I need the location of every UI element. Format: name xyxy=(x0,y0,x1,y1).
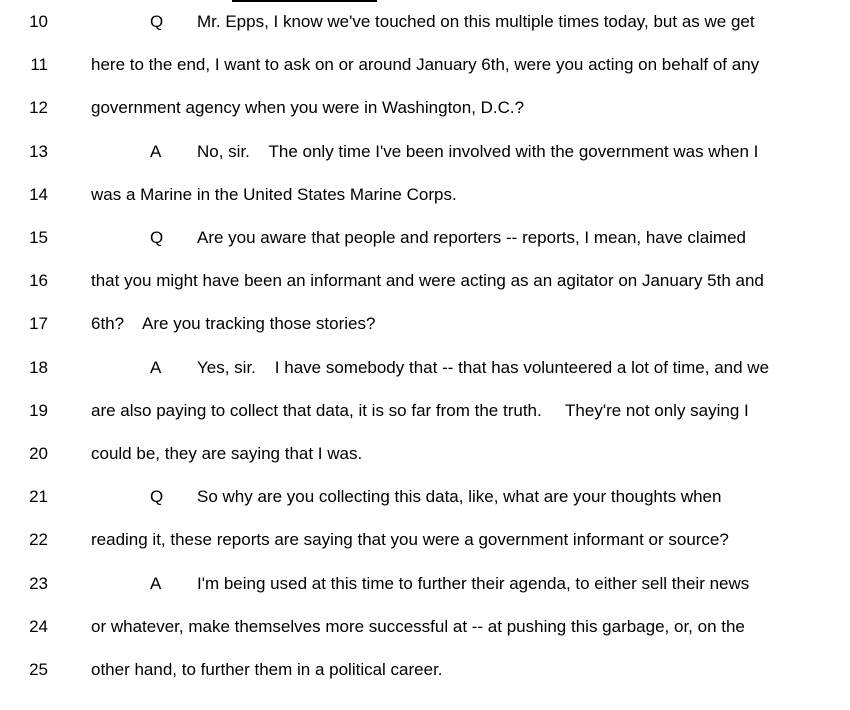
top-rule xyxy=(232,0,377,2)
transcript-line-15 xyxy=(0,226,850,250)
transcript-line-21 xyxy=(0,485,850,509)
line-text: 6th? Are you tracking those stories? xyxy=(91,314,376,333)
line-number: 25 xyxy=(29,660,48,679)
line-number: 17 xyxy=(29,314,48,333)
line-number: 13 xyxy=(29,142,48,161)
transcript-line-11 xyxy=(0,53,850,77)
line-number: 12 xyxy=(29,98,48,117)
transcript-line-13 xyxy=(0,140,850,164)
line-text: could be, they are saying that I was. xyxy=(91,444,363,463)
transcript-line-23 xyxy=(0,572,850,596)
transcript-line-25 xyxy=(0,658,850,682)
transcript-line-24 xyxy=(0,615,850,639)
transcript-line-14 xyxy=(0,183,850,207)
line-text: that you might have been an informant and were acting as an agitator on January 5th and xyxy=(91,271,764,290)
line-number: 18 xyxy=(29,358,48,377)
line-number: 20 xyxy=(29,444,48,463)
line-number: 21 xyxy=(29,487,48,506)
speaker-label: Q xyxy=(150,228,164,247)
line-number: 22 xyxy=(29,530,48,549)
line-text: other hand, to further them in a political career. xyxy=(91,660,443,679)
line-text: or whatever, make themselves more successful at -- at pushing this garbage, or, on the xyxy=(91,617,745,636)
transcript-line-22 xyxy=(0,528,850,552)
transcript-line-18 xyxy=(0,356,850,380)
line-text: No, sir. The only time I've been involved with the government was when I xyxy=(197,142,759,161)
line-text: Are you aware that people and reporters -- reports, I mean, have claimed xyxy=(197,228,747,247)
line-text: are also paying to collect that data, it is so far from the truth. They're not only saying I xyxy=(91,401,749,420)
line-number: 11 xyxy=(30,55,48,74)
transcript-line-17 xyxy=(0,312,850,336)
transcript-line-19 xyxy=(0,399,850,423)
speaker-label: A xyxy=(150,142,162,161)
speaker-label: A xyxy=(150,574,162,593)
line-number: 24 xyxy=(29,617,48,636)
speaker-label: Q xyxy=(150,12,164,31)
transcript-line-20 xyxy=(0,442,850,466)
line-text: Mr. Epps, I know we've touched on this multiple times today, but as we get xyxy=(197,12,755,31)
transcript-line-16 xyxy=(0,269,850,293)
speaker-label: Q xyxy=(150,487,164,506)
transcript-line-12 xyxy=(0,96,850,120)
speaker-label: A xyxy=(150,358,162,377)
line-text: reading it, these reports are saying that you were a government informant or source? xyxy=(91,530,729,549)
transcript-line-10 xyxy=(0,10,850,34)
line-number: 19 xyxy=(29,401,48,420)
line-number: 15 xyxy=(29,228,48,247)
line-text: So why are you collecting this data, like, what are your thoughts when xyxy=(197,487,722,506)
line-number: 14 xyxy=(29,185,48,204)
line-number: 23 xyxy=(29,574,48,593)
line-text: Yes, sir. I have somebody that -- that has volunteered a lot of time, and we xyxy=(197,358,770,377)
line-text: here to the end, I want to ask on or around January 6th, were you acting on behalf of any xyxy=(91,55,760,74)
line-text: was a Marine in the United States Marine Corps. xyxy=(91,185,457,204)
line-text: I'm being used at this time to further their agenda, to either sell their news xyxy=(197,574,750,593)
line-text: government agency when you were in Washington, D.C.? xyxy=(91,98,525,117)
line-number: 16 xyxy=(29,271,48,290)
line-number: 10 xyxy=(29,12,48,31)
